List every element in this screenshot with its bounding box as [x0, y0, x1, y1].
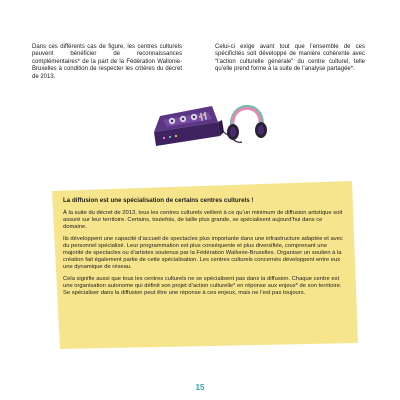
callout-content	[63, 197, 343, 302]
callout-title: La diffusion est une spécialisation de certains centres culturels !	[63, 197, 254, 204]
page-number: 15	[195, 383, 205, 392]
audio-mixer-headphones-icon	[150, 92, 270, 152]
callout-box	[52, 181, 358, 349]
left-column-text: Dans ces différents cas de figure, les centres culturels peuvent bénéficier de reconnaissances complémentaires* de la part de la Fédération Wallonie-Bruxelles à condition de respecter les critères du décret de 2013.	[32, 44, 182, 80]
callout-paragraph: À la suite du décret de 2013, tous les centres culturels veillent à ce qu’un minimum de diffusion artistique soit assuré sur leur territoire. Certains, toutefois, de taille plus grande, se spécialisent aujourd’hui dans ce domaine.	[63, 210, 343, 230]
callout-paragraph: Cela signifie aussi que tous les centres culturels ne se spécialisent pas dans la diffusion. Chaque centre est une organisation autonome qui définit son projet d’action culturelle* en réponse aux enjeux* de son territoire. Se spécialiser dans la diffusion peut être une réponse à ces enjeux, mais ne l’est pas toujours.	[63, 276, 342, 296]
callout-paragraph: Ils développent une capacité d’accueil de spectacles plus importante dans une infrastructure adaptée et avec du personnel spécialisé. Leur programmation est plus conséquente et plus diversifiée, comprenant une majorité de spectacles ou d’artistes soutenus par la Fédération Wallonie-Bruxelles. Organiser un soutien à la création fait également partie de cette spécialisation. Les centres culturels concernés développent entre eux une dynamique de réseau.	[63, 236, 343, 270]
right-column-text: Celui-ci exige avant tout que l’ensemble de ces spécificités soit développé de manière cohérente avec “l’action culturelle générale” du centre culturel, telle qu’elle prend forme à la suite de l’analyse partagée*.	[215, 44, 365, 73]
